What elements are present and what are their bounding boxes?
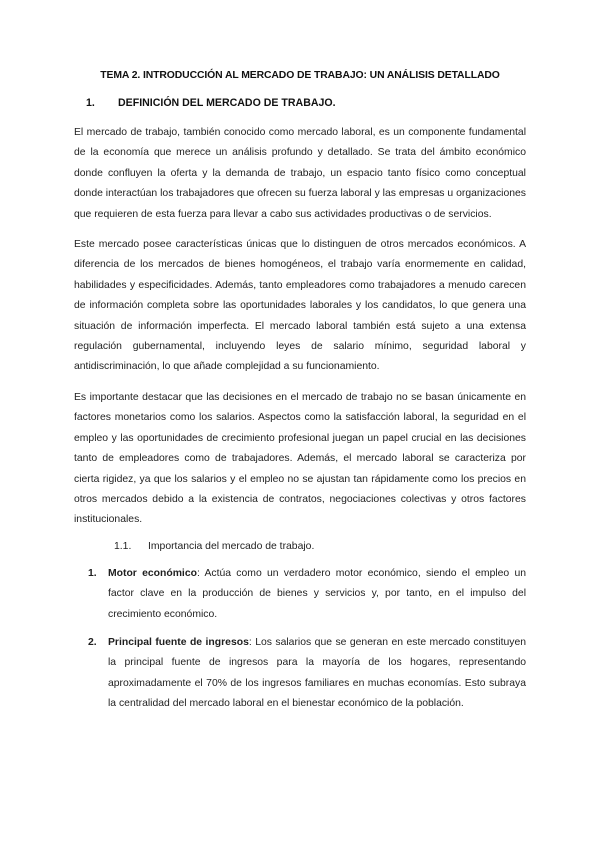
section-heading — [86, 97, 526, 109]
section-number: 1. — [86, 97, 95, 109]
list-item-number: 2. — [88, 636, 97, 648]
list-item-term: Motor económico — [108, 567, 197, 579]
list-item-body — [108, 633, 526, 715]
list-item-text: : Los salarios que se generan en este mercado constituyen la principal fuente de ingresos para la mayoría de los hogares, representando aproximadamente el 70% de los ingresos familiares en muchas economías. Esto subraya la centralidad del mercado laboral en el bienestar económico de la población. — [108, 636, 526, 710]
list-item — [88, 564, 526, 625]
list-item-text: : Actúa como un verdadero motor económico, siendo el empleo un factor clave en la producción de bienes y servicios y, por tanto, en el impulso del crecimiento económico. — [108, 567, 527, 620]
subsection-heading — [114, 541, 526, 552]
list-item — [88, 633, 526, 715]
paragraph: Es importante destacar que las decisiones en el mercado de trabajo no se basan únicamente en factores monetarios como los salarios. Aspectos como la satisfacción laboral, la seguridad en el empleo y las oportunidades de crecimiento profesional juegan un papel crucial en las decisiones tanto de empleadores como de trabajadores. Además, el mercado laboral se caracteriza por cierta rigidez, ya que los salarios y el empleo no se ajustan tan rápidamente como los precios en otros mercados debido a la existencia de contratos, negociaciones colectivas y otros factores institucionales. — [74, 391, 526, 526]
subsection-title: Importancia del mercado de trabajo. — [148, 540, 315, 552]
list-item-number: 1. — [88, 567, 97, 579]
subsection-number: 1.1. — [114, 540, 132, 552]
document-title: TEMA 2. INTRODUCCIÓN AL MERCADO DE TRABAJO: UN ANÁLISIS DETALLADO — [100, 70, 500, 81]
list-item-term: Principal fuente de ingresos — [108, 636, 249, 648]
paragraph: El mercado de trabajo, también conocido como mercado laboral, es un componente fundamental de la economía que merece un análisis profundo y detallado. Se trata del ámbito económico donde confluyen la oferta y la demanda de trabajo, un espacio tanto físico como conceptual donde interactúan los trabajadores que ofrecen su fuerza laboral y las empresas u organizaciones que requieren de esta fuerza para llevar a cabo sus actividades productivas o de servicios. — [74, 127, 526, 220]
list-item-body — [108, 564, 526, 625]
paragraph: Este mercado posee características únicas que lo distinguen de otros mercados económicos. A diferencia de los mercados de bienes homogéneos, el trabajo varía enormemente en calidad, habilidades y especificidades. Además, tanto empleadores como trabajadores a menudo carecen de información completa sobre las oportunidades laborales y los candidatos, lo que genera una situación de información imperfecta. El mercado laboral también está sujeto a una extensa regulación gubernamental, incluyendo leyes de salario mínimo, seguridad laboral y antidiscriminación, lo que añade complejidad a su funcionamiento. — [74, 239, 526, 373]
section-title: DEFINICIÓN DEL MERCADO DE TRABAJO. — [118, 97, 336, 109]
